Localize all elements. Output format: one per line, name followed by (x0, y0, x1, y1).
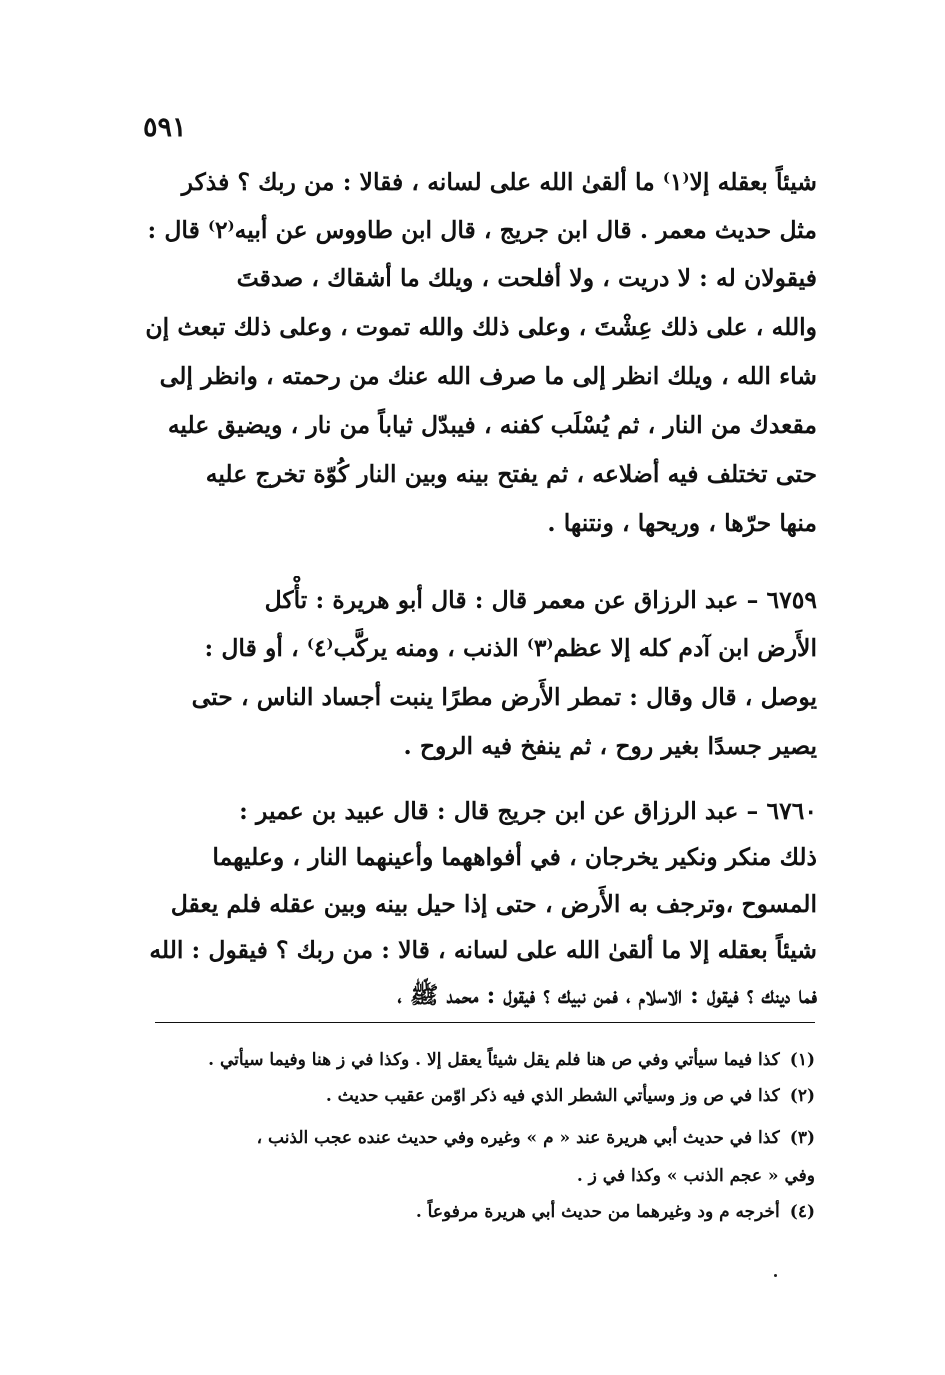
text-line: المسوح ،وترجف به الأَرض ، حتى إذا حيل بينه وبين عقله فلم يعقل (170, 890, 817, 918)
text-line: شيئاً بعقله إلا⁽١⁾ ما ألقىٰ الله على لسانه ، فقالا : من ربك ؟ فذكر (181, 168, 817, 196)
footnote-number: (١) (789, 1050, 815, 1070)
text-line: حتى تختلف فيه أضلاعه ، ثم يفتح بينه وبين النار كُوّة تخرج عليه (205, 460, 817, 488)
footnote-text: كذا فيما سيأتي وفي ص هنا فلم يقل شيئاً يعقل إلا . وكذا في ز هنا وفيما سيأتي . (208, 1050, 780, 1070)
footnote-1 (150, 1044, 815, 1076)
text-line: فما دينك ؟ فيقول : الاسلام ، فمن نبيك ؟ فيقول : محمد ﷺ ، (397, 981, 817, 1009)
footnote-number: (٢) (789, 1086, 815, 1106)
text-line: شاء الله ، ويلك انظر إلى ما صرف الله عنك من رحمته ، وانظر إلى (159, 362, 817, 390)
footnote-text: أخرجه م ود وغيرهما من حديث أبي هريرة مرفوعاً . (415, 1202, 780, 1222)
text-line: الأَرض ابن آدم كله إلا عظم⁽٣⁾ الذنب ، ومنه يركَّب⁽٤⁾ ، أو قال : (204, 634, 817, 662)
footnote-text: وفي « عجم الذنب » وكذا في ز . (576, 1166, 815, 1186)
text-line: شيئاً بعقله إلا ما ألقىٰ الله على لسانه ، قالا : من ربك ؟ فيقول : الله (149, 936, 817, 964)
footnote-text: كذا في ص وز وسيأتي الشطر الذي فيه ذكر اوّمن عقيب حديث . (325, 1086, 780, 1106)
scan-speck (774, 1274, 777, 1277)
text-line: ذلك منكر ونكير يخرجان ، في أفواههما وأعينهما النار ، وعليهما (212, 843, 817, 871)
text-line: فيقولان له : لا دريت ، ولا أفلحت ، ويلك ما أشقاك ، صدقتَ (236, 264, 817, 292)
text-line: مثل حديث معمر . قال ابن جريج ، قال ابن طاووس عن أبيه⁽٢⁾ قال : (147, 216, 817, 244)
text-line: والله ، على ذلك عِشْتَ ، وعلى ذلك والله تموت ، وعلى ذلك تبعث إن (145, 313, 817, 341)
text-line: مقعدك من النار ، ثم يُسْلَب كفنه ، فيبدّل ثياباً من نار ، ويضيق عليه (167, 411, 817, 439)
footnote-number: (٤) (789, 1202, 815, 1222)
paragraph-1 (140, 158, 817, 558)
hadith-6760 (140, 787, 817, 1027)
footnote-3 (150, 1122, 815, 1154)
text-line: يوصل ، قال وقال : تمطر الأَرض مطرًا ينبت أجساد الناس ، حتى (191, 683, 817, 711)
footnote-divider (155, 1022, 815, 1023)
footnote-2 (150, 1080, 815, 1112)
text-line: ٦٧٦٠ – عبد الرزاق عن ابن جريج قال : قال عبيد بن عمير : (239, 797, 817, 825)
footnote-4 (150, 1196, 815, 1228)
page-number: ٥٩١ (143, 112, 187, 143)
footnote-text: كذا في حديث أبي هريرة عند « م » وغيره وفي حديث عنده عجب الذنب ، (256, 1128, 780, 1148)
footnote-3-continued (150, 1160, 815, 1192)
hadith-6759 (140, 576, 817, 776)
footnote-number: (٣) (789, 1128, 815, 1148)
text-line: منها حرّها ، وريحها ، ونتنها . (547, 509, 817, 537)
text-line: يصير جسدًا بغير روح ، ثم ينفخ فيه الروح . (403, 732, 817, 760)
text-line: ٦٧٥٩ – عبد الرزاق عن معمر قال : قال أبو هريرة : تأْكل (264, 586, 817, 614)
